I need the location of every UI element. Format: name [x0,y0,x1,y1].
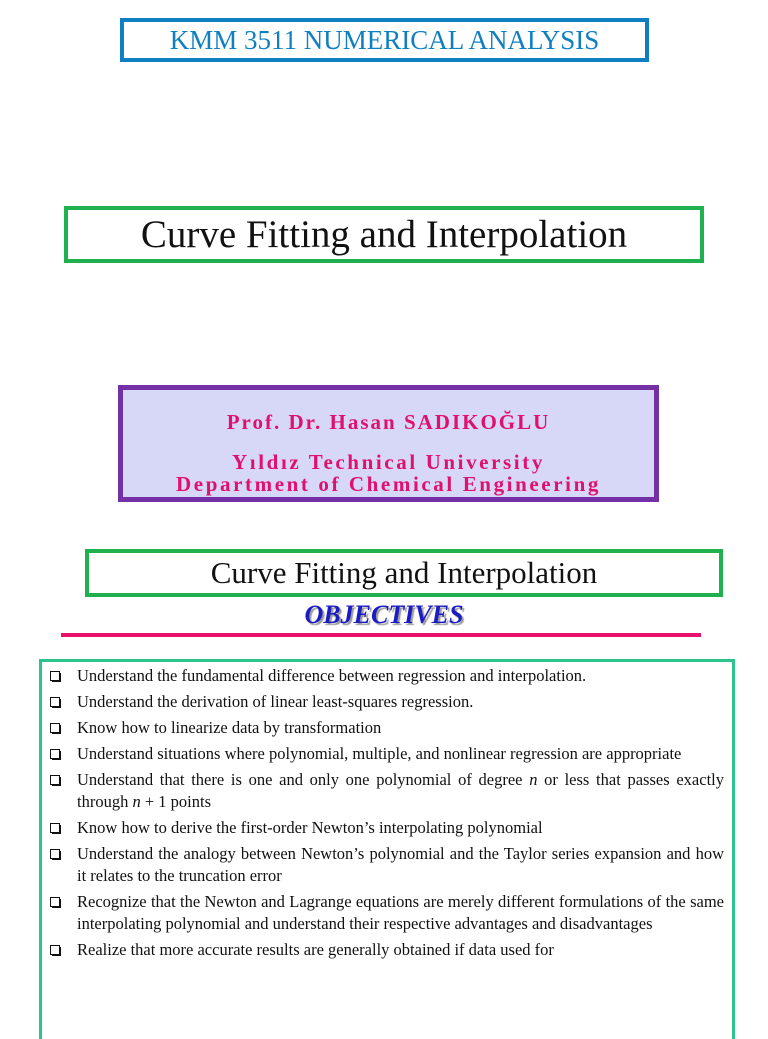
checkbox-bullet-icon [50,697,60,707]
objectives-box [39,659,735,1039]
objective-text-part: or less that passes exactly through [77,770,724,811]
section-title: Curve Fitting and Interpolation [210,555,598,590]
section-title-box [85,549,723,597]
checkbox-bullet-icon [50,775,60,785]
list-item [50,665,724,687]
objective-text: Recognize that the Newton and Lagrange equations are merely different formulations of the same interpolating polynomial and understand their respective advantages and disadvantages [77,892,724,933]
list-item [50,743,724,765]
list-item [50,843,724,887]
list-item [50,769,724,813]
objective-text: Realize that more accurate results are generally obtained if data used for [77,940,554,959]
course-title-box [120,18,649,62]
objective-text: Know how to linearize data by transformation [77,718,382,737]
lecture-title-box [64,206,704,263]
checkbox-bullet-icon [50,849,60,859]
checkbox-bullet-icon [50,823,60,833]
objective-text-part: + 1 points [140,792,211,811]
course-title: KMM 3511 NUMERICAL ANALYSIS [169,24,600,55]
author-name: Prof. Dr. Hasan SADIKOĞLU [226,410,551,434]
objective-text-part: Understand that there is one and only one polynomial of degree [77,770,530,789]
math-variable: n [132,792,141,811]
checkbox-bullet-icon [50,723,60,733]
divider [61,633,701,637]
list-item [50,717,724,739]
list-item [50,691,724,713]
objective-text [77,769,724,813]
checkbox-bullet-icon [50,749,60,759]
objective-text: Understand situations where polynomial, multiple, and nonlinear regression are appropriate [77,744,682,763]
objectives-heading: OBJECTIVES [304,600,464,629]
objective-text: Understand the analogy between Newton’s polynomial and the Taylor series expansion and how it relates to the truncation error [77,844,724,885]
objectives-list [42,662,732,961]
list-item [50,891,724,935]
list-item [50,939,724,961]
objective-text: Understand the fundamental difference between regression and interpolation. [77,666,587,685]
checkbox-bullet-icon [50,671,60,681]
objective-text: Know how to derive the first-order Newton’s interpolating polynomial [77,818,543,837]
author-university: Yıldız Technical University [232,450,545,474]
checkbox-bullet-icon [50,897,60,907]
math-variable: n [529,770,538,789]
lecture-title: Curve Fitting and Interpolation [140,213,628,256]
checkbox-bullet-icon [50,945,60,955]
list-item [50,817,724,839]
objective-text: Understand the derivation of linear least-squares regression. [77,692,474,711]
author-box [118,385,659,502]
author-department: Department of Chemical Engineering [176,472,601,496]
